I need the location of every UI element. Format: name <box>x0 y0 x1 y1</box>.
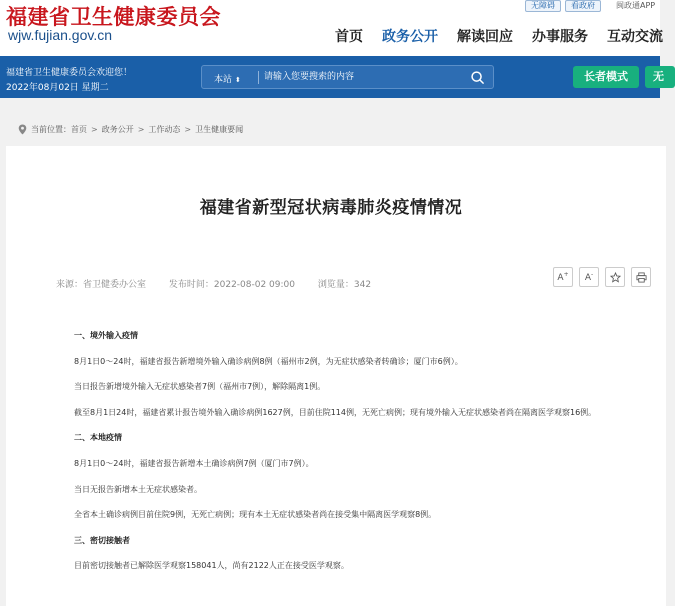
elder-mode-button[interactable]: 长者模式 <box>573 66 639 88</box>
breadcrumb-gov-affairs[interactable]: 政务公开 <box>101 125 134 134</box>
breadcrumb-label: 当前位置： <box>31 125 71 134</box>
main-nav <box>335 26 663 46</box>
article-card <box>6 146 666 606</box>
top-link-accessibility[interactable]: 无障碍 <box>525 0 561 12</box>
printer-icon <box>636 272 647 283</box>
print-button[interactable] <box>631 267 651 287</box>
search-box <box>201 65 494 89</box>
star-icon <box>610 272 621 283</box>
article-paragraph: 8月1日0～24时，福建省报告新增本土确诊病例7例（厦门市7例）。 <box>74 458 314 468</box>
location-pin-icon <box>18 124 27 135</box>
font-decrease-button[interactable] <box>579 267 599 287</box>
info-bar <box>0 56 664 98</box>
search-icon[interactable] <box>470 70 485 85</box>
breadcrumb-work-news[interactable]: 工作动态 <box>148 125 181 134</box>
nav-item-interpretation[interactable]: 解读回应 <box>457 29 513 45</box>
site-header <box>0 0 663 56</box>
search-input[interactable] <box>264 69 464 85</box>
welcome-text: 福建省卫生健康委员会欢迎您！ <box>6 68 133 78</box>
article-paragraph: 全省本土确诊病例目前住院9例，无死亡病例；现有本土无症状感染者尚在接受集中隔离医学观察8例。 <box>74 510 437 520</box>
breadcrumb-separator: > <box>91 125 98 134</box>
font-increase-button[interactable] <box>553 267 573 287</box>
breadcrumb-separator: > <box>184 125 192 134</box>
breadcrumb-home[interactable]: 首页 <box>71 125 87 134</box>
site-logo-text[interactable]: 福建省卫生健康委员会 <box>6 4 221 29</box>
app-link[interactable]: 闽政通APP <box>616 1 656 10</box>
barrier-free-button[interactable]: 无 <box>645 66 675 88</box>
article-meta <box>56 277 391 290</box>
article-paragraph: 8月1日0～24时，福建省报告新增境外输入确诊病例8例（福州市2例，为无症状感染者转确诊；厦门市6例）。 <box>74 356 463 366</box>
search-divider <box>258 71 259 84</box>
section-heading: 一、境外输入疫情 <box>74 331 138 340</box>
article-source: 来源：省卫健委办公室 <box>56 280 147 290</box>
article-paragraph: 当日无报告新增本土无症状感染者。 <box>74 484 202 494</box>
breadcrumb-separator: > <box>137 125 145 134</box>
site-url: wjw.fujian.gov.cn <box>8 27 113 43</box>
article-paragraph: 目前密切接触者已解除医学观察158041人，尚有2122人正在接受医学观察。 <box>74 561 349 571</box>
article-paragraph: 当日报告新增境外输入无症状感染者7例（福州市7例），解除隔离1例。 <box>74 382 326 392</box>
font-decrease-icon: A- <box>584 271 594 283</box>
article-views: 浏览量：342 <box>317 280 372 290</box>
section-heading: 三、密切接触者 <box>74 535 130 545</box>
article-date: 发布时间：2022-08-02 09:00 <box>168 280 295 290</box>
top-link-government[interactable]: 看政府 <box>565 0 601 12</box>
nav-item-services[interactable]: 办事服务 <box>532 29 588 45</box>
search-scope-select[interactable] <box>214 72 241 85</box>
section-heading: 二、本地疫情 <box>74 433 122 443</box>
article-paragraph: 截至8月1日24时，福建省累计报告境外输入确诊病例1627例，目前住院114例，无死亡病例；现有境外输入无症状感染者尚在隔离医学观察16例。 <box>74 407 597 417</box>
font-increase-icon: A+ <box>557 271 569 283</box>
nav-item-home[interactable]: 首页 <box>335 29 363 45</box>
nav-item-interaction[interactable]: 互动交流 <box>607 29 663 45</box>
sort-arrows-icon: ⬍ <box>235 76 241 84</box>
breadcrumb-health-news[interactable]: 卫生健康要闻 <box>195 125 244 134</box>
breadcrumb <box>18 124 243 135</box>
search-scope-label: 本站 <box>214 75 233 85</box>
nav-item-gov-affairs[interactable]: 政务公开 <box>382 29 438 45</box>
current-date: 2022年08月02日 星期二 <box>6 83 109 93</box>
favorite-button[interactable] <box>605 267 625 287</box>
article-title: 福建省新型冠状病毒肺炎疫情情况 <box>199 198 463 218</box>
top-links <box>525 0 601 12</box>
article-tools <box>553 267 651 287</box>
article-body <box>74 329 674 585</box>
